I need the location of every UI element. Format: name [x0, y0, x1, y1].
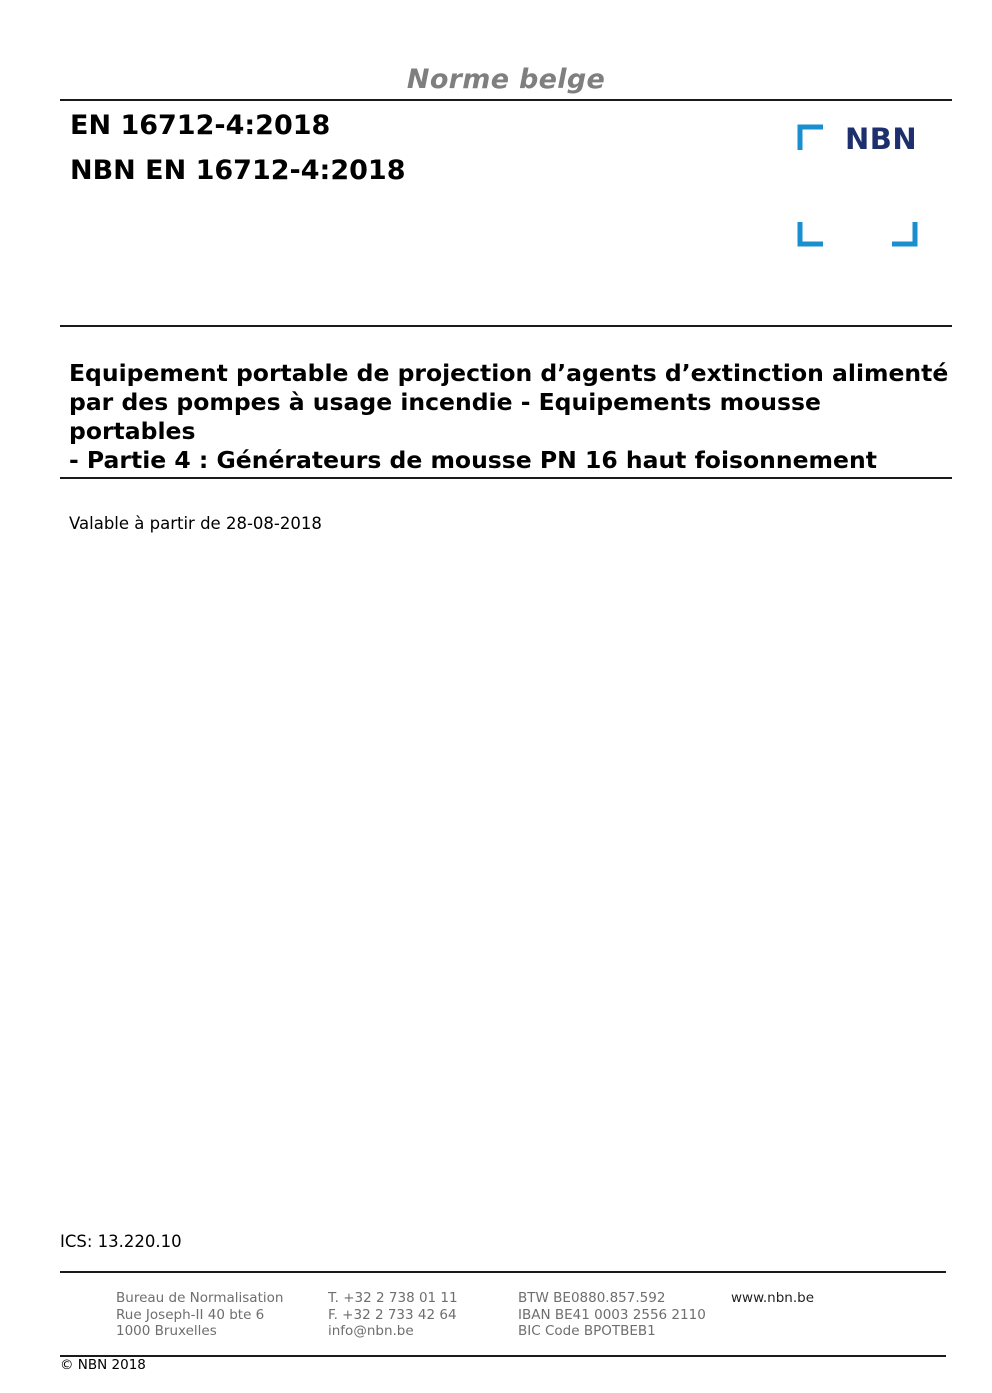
title-line: par des pompes à usage incendie - Equipements mousse portables	[69, 388, 821, 445]
divider-title-bottom	[60, 477, 952, 479]
footer-phone: T. +32 2 738 01 11	[328, 1290, 458, 1306]
ics-code: ICS: 13.220.10	[60, 1232, 182, 1251]
footer-email[interactable]: info@nbn.be	[328, 1323, 414, 1339]
nbn-logo	[795, 122, 920, 250]
validity-date: Valable à partir de 28-08-2018	[69, 514, 322, 533]
footer-website	[731, 1290, 814, 1307]
divider-title-top	[60, 325, 952, 327]
footer-line: IBAN BE41 0003 2556 2110	[518, 1306, 706, 1323]
standard-code-en: EN 16712-4:2018	[70, 110, 331, 141]
footer-address	[116, 1290, 283, 1340]
website-link[interactable]: www.nbn.be	[731, 1290, 815, 1306]
divider-top	[60, 99, 952, 101]
copyright: © NBN 2018	[60, 1357, 146, 1373]
footer-line: Bureau de Normalisation	[116, 1290, 284, 1306]
footer-bank	[518, 1290, 706, 1340]
document-title	[69, 359, 949, 475]
footer-line: BTW BE0880.857.592	[518, 1290, 666, 1306]
title-line: Equipement portable de projection d’agents d’extinction alimenté	[69, 359, 949, 387]
logo-text: NBN	[845, 122, 918, 156]
title-line: - Partie 4 : Générateurs de mousse PN 16 haut foisonnement	[69, 446, 877, 474]
norme-label: Norme belge	[406, 64, 606, 95]
standard-code-nbn: NBN EN 16712-4:2018	[70, 155, 406, 186]
divider-footer-bottom	[60, 1355, 946, 1357]
footer-line: 1000 Bruxelles	[116, 1323, 217, 1339]
footer-contact	[328, 1290, 458, 1340]
divider-footer-top	[60, 1271, 946, 1273]
footer-line: BIC Code BPOTBEB1	[518, 1323, 656, 1339]
footer-fax: F. +32 2 733 42 64	[328, 1306, 457, 1323]
footer-line: Rue Joseph-II 40 bte 6	[116, 1306, 265, 1323]
